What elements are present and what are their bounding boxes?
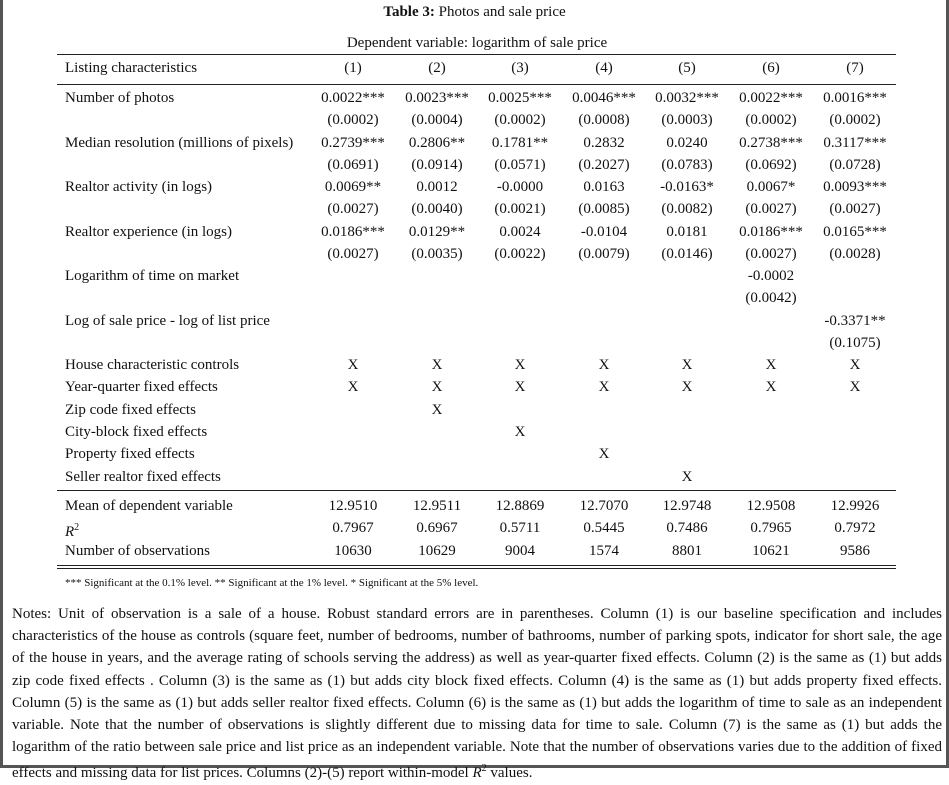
standard-error-cell: (0.0035) (411, 245, 463, 262)
stat-label: Number of observations (65, 542, 210, 559)
column-header: (4) (595, 60, 613, 76)
coefficient-cell: 0.2738*** (739, 134, 803, 151)
standard-error-cell: (0.0004) (411, 112, 463, 128)
standard-error-cell: (0.1075) (829, 335, 881, 351)
coefficient-cell: 0.0025*** (488, 90, 552, 106)
table-caption: Photos and sale price (438, 4, 566, 20)
coefficient-cell: 0.0181 (666, 223, 708, 240)
header-row-label: Listing characteristics (65, 60, 198, 76)
coefficient-cell: 0.0023*** (405, 90, 469, 106)
control-mark: X (514, 379, 526, 396)
coefficient-cell: 0.0022*** (739, 90, 803, 106)
coefficient-cell: 0.0046*** (572, 90, 636, 106)
standard-error-cell: (0.0085) (578, 201, 630, 218)
row-label: Logarithm of time on market (65, 268, 240, 285)
control-label: Property fixed effects (65, 446, 195, 463)
column-header: (7) (846, 60, 864, 76)
column-header: (2) (428, 60, 446, 76)
standard-error-cell: (0.0027) (745, 245, 797, 262)
standard-error-cell: (0.0146) (661, 245, 713, 262)
standard-error-cell: (0.0082) (661, 201, 713, 218)
stat-value: 0.7967 (332, 520, 374, 537)
standard-error-cell: (0.2027) (578, 156, 630, 173)
row-label: Median resolution (millions of pixels) (65, 134, 294, 151)
standard-error-cell: (0.0027) (745, 201, 797, 218)
notes-tail: values. (486, 765, 533, 782)
coefficient-cell: 0.0129** (408, 223, 466, 240)
control-mark: X (598, 357, 610, 373)
control-label: Year-quarter fixed effects (65, 379, 218, 396)
standard-error-cell: (0.0003) (661, 112, 713, 128)
control-mark: X (514, 357, 526, 373)
stat-value: 12.9926 (830, 498, 880, 514)
stat-value: 9586 (840, 542, 870, 559)
top-rule (57, 54, 896, 55)
control-mark: X (765, 379, 777, 396)
controls-rule (57, 490, 896, 491)
row-label: Realtor activity (in logs) (65, 179, 213, 196)
control-mark: X (849, 379, 861, 396)
stat-value: 9004 (505, 542, 535, 559)
coefficient-cell: 0.3117*** (823, 134, 887, 151)
stat-value: 12.9510 (328, 498, 378, 514)
coefficient-cell: -0.0163* (660, 179, 714, 196)
standard-error-cell: (0.0783) (661, 156, 713, 173)
column-header: (6) (762, 60, 780, 76)
stat-value: 1574 (589, 542, 619, 559)
coefficient-cell: -0.0000 (496, 179, 544, 196)
stat-value: 10630 (334, 542, 372, 559)
standard-error-cell: (0.0914) (411, 156, 463, 173)
stat-value: 12.7070 (579, 498, 629, 514)
standard-error-cell: (0.0028) (829, 245, 881, 262)
bottom-rule-2 (57, 568, 896, 569)
standard-error-cell: (0.0002) (494, 112, 546, 128)
coefficient-cell: 0.0186*** (739, 223, 803, 240)
control-mark: X (681, 357, 693, 373)
coefficient-cell: 0.0022*** (321, 90, 385, 106)
stat-value: 0.7972 (834, 520, 876, 537)
control-mark: X (431, 401, 443, 418)
standard-error-cell: (0.0027) (829, 201, 881, 218)
control-mark: X (681, 468, 693, 485)
standard-error-cell: (0.0002) (327, 112, 379, 128)
coefficient-cell: 0.2739*** (321, 134, 385, 151)
control-mark: X (347, 357, 359, 373)
standard-error-cell: (0.0040) (411, 201, 463, 218)
coefficient-cell: 0.0093*** (823, 179, 887, 196)
standard-error-cell: (0.0002) (829, 112, 881, 128)
control-mark: X (765, 357, 777, 373)
column-header: (3) (511, 60, 529, 76)
control-label: Zip code fixed effects (65, 401, 196, 418)
standard-error-cell: (0.0027) (327, 201, 379, 218)
notes-r-superscript: 2 (481, 763, 487, 775)
table-title (0, 4, 949, 21)
stat-value: 12.9748 (662, 498, 712, 514)
dependent-variable-label: Dependent variable: logarithm of sale price (346, 35, 608, 51)
coefficient-cell: 0.1781** (491, 134, 549, 151)
control-mark: X (598, 446, 610, 463)
standard-error-cell: (0.0728) (829, 156, 881, 173)
standard-error-cell: (0.0692) (745, 156, 797, 173)
standard-error-cell: (0.0002) (745, 112, 797, 128)
control-mark: X (681, 379, 693, 396)
standard-error-cell: (0.0691) (327, 156, 379, 173)
control-label: Seller realtor fixed effects (65, 468, 221, 485)
table-notes (12, 603, 942, 785)
control-mark: X (431, 379, 443, 396)
stat-value: 12.8869 (495, 498, 545, 514)
standard-error-cell: (0.0021) (494, 201, 546, 218)
standard-error-cell: (0.0008) (578, 112, 630, 128)
standard-error-cell: (0.0042) (745, 290, 797, 307)
control-mark: X (598, 379, 610, 396)
row-label: Realtor experience (in logs) (65, 223, 233, 240)
standard-error-cell: (0.0079) (578, 245, 630, 262)
coefficient-cell: -0.0002 (747, 268, 795, 285)
control-mark: X (514, 423, 526, 440)
coefficient-cell: 0.0024 (499, 223, 541, 240)
coefficient-cell: -0.3371** (824, 313, 886, 329)
coefficient-cell: 0.0069** (324, 179, 382, 196)
control-label: City-block fixed effects (65, 423, 208, 440)
significance-note: *** Significant at the 0.1% level. ** Significant at the 1% level. * Significant at the 5% level. (65, 577, 479, 589)
coefficient-cell: 0.2806** (408, 134, 466, 151)
control-label: House characteristic controls (65, 357, 240, 373)
standard-error-cell: (0.0027) (327, 245, 379, 262)
coefficient-cell: -0.0104 (580, 223, 628, 240)
coefficient-cell: 0.0012 (416, 179, 458, 196)
bottom-rule-1 (57, 565, 896, 566)
control-mark: X (347, 379, 359, 396)
coefficient-cell: 0.0163 (583, 179, 625, 196)
column-header: (1) (344, 60, 362, 76)
coefficient-cell: 0.0186*** (321, 223, 385, 240)
stat-value: 0.5445 (583, 520, 625, 537)
stat-label: Mean of dependent variable (65, 498, 233, 514)
stat-value: 10629 (418, 542, 456, 559)
stat-value: 0.7965 (750, 520, 792, 537)
r-squared-symbol: R (65, 524, 75, 541)
notes-r-symbol: R (472, 765, 482, 782)
stat-value: 0.5711 (499, 520, 541, 537)
r-squared-superscript: 2 (74, 522, 80, 534)
notes-body: Notes: Unit of observation is a sale of a house. Robust standard errors are in parentheses. Column (1) is our baseline specification and includes characteristics of the house as controls (square feet, number of bedrooms, number of bathrooms, number of parking spots, indicator for short sale, the age of the house in years, and the average rating of schools serving the address) as well as year-quarter fixed effects. Column (2) is the same as (1) but adds zip code fixed effects . Column (3) is the same as (1) but adds city block fixed effects. Column (4) is the same as (1) but adds property fixed effects. Column (5) is the same as (1) but adds seller realtor fixed effects. Column (6) is the same as (1) but adds the logarithm of time to sale as an independent variable. Note that the number of observations is slightly different due to missing data for time to sale. Column (7) is the same as (1) but adds the logarithm of the ratio between sale price and list price as an independent variable. Note that the number of observations varies due to the addition of fixed effects and missing data for list prices. Columns (2)-(5) report within-model (12, 606, 942, 782)
frame-left-border (0, 0, 3, 768)
coefficient-cell: 0.0016*** (823, 90, 887, 106)
coefficient-cell: 0.0067* (746, 179, 796, 196)
table-number: Table 3: (383, 4, 435, 20)
control-mark: X (431, 357, 443, 373)
coefficient-cell: 0.0032*** (655, 90, 719, 106)
stat-value: 0.6967 (416, 520, 458, 537)
stat-value: 0.7486 (666, 520, 708, 537)
header-rule (57, 84, 896, 85)
stat-value: 12.9508 (746, 498, 796, 514)
row-label: Log of sale price - log of list price (65, 313, 270, 329)
control-mark: X (849, 357, 861, 373)
row-label: Number of photos (65, 90, 175, 106)
stat-value: 10621 (752, 542, 790, 559)
standard-error-cell: (0.0022) (494, 245, 546, 262)
stat-value: 8801 (672, 542, 702, 559)
coefficient-cell: 0.0165*** (823, 223, 887, 240)
standard-error-cell: (0.0571) (494, 156, 546, 173)
coefficient-cell: 0.2832 (583, 134, 625, 151)
stat-value: 12.9511 (412, 498, 462, 514)
column-header: (5) (678, 60, 696, 76)
coefficient-cell: 0.0240 (666, 134, 708, 151)
